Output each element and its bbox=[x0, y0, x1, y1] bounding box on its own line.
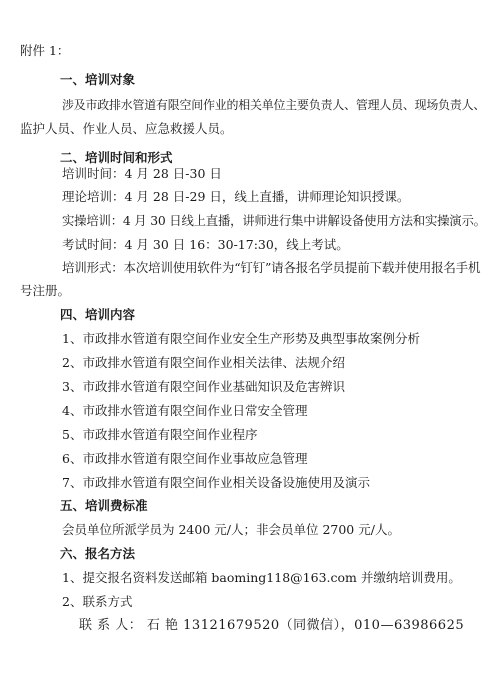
content-item-4: 4、市政排水管道有限空间作业日常安全管理 bbox=[62, 403, 308, 418]
training-time: 培训时间：4 月 28 日-30 日 bbox=[62, 166, 222, 181]
content-item-3: 3、市政排水管道有限空间作业基础知识及危害辨识 bbox=[62, 379, 345, 394]
attachment-label: 附件 1： bbox=[20, 43, 70, 58]
section-content-title: 四、培训内容 bbox=[60, 307, 136, 322]
practical-training: 实操培训：4 月 30 日线上直播，讲师进行集中讲解设备使用方法和实操演示。 bbox=[62, 214, 486, 228]
content-item-1: 1、市政排水管道有限空间作业安全生产形势及典型事故案例分析 bbox=[62, 331, 420, 346]
content-item-6: 6、市政排水管道有限空间作业事故应急管理 bbox=[62, 451, 308, 466]
fee-standard: 会员单位所派学员为 2400 元/人；非会员单位 2700 元/人。 bbox=[62, 522, 400, 537]
training-form-line-2: 号注册。 bbox=[20, 283, 71, 298]
content-item-2: 2、市政排水管道有限空间作业相关法律、法规介绍 bbox=[62, 355, 345, 370]
section-training-targets-body-line-2: 监护人员、作业人员、应急救援人员。 bbox=[20, 121, 233, 136]
section-fee-title: 五、培训费标准 bbox=[60, 498, 148, 513]
registration-step-1: 1、提交报名资料发送邮箱 baoming118@163.com 并缴纳培训费用。 bbox=[62, 570, 461, 585]
section-training-targets-title: 一、培训对象 bbox=[60, 72, 136, 87]
section-training-targets-body-line-1: 涉及市政排水管道有限空间作业的相关单位主要负责人、管理人员、现场负责人、 bbox=[62, 98, 486, 112]
contact-info: 联 系 人： 石 艳 13121679520（同微信），010—63986625 bbox=[79, 618, 465, 633]
section-time-form-title: 二、培训时间和形式 bbox=[60, 150, 173, 165]
training-form-line-1: 培训形式：本次培训使用软件为“钉钉”请各报名学员提前下载并使用报名手机 bbox=[62, 260, 481, 275]
exam-time: 考试时间：4 月 30 日 16：30-17:30，线上考试。 bbox=[62, 237, 349, 252]
section-registration-title: 六、报名方法 bbox=[60, 546, 136, 561]
content-item-7: 7、市政排水管道有限空间作业相关设备设施使用及演示 bbox=[62, 475, 370, 490]
registration-step-2: 2、联系方式 bbox=[62, 594, 133, 609]
theory-training: 理论培训：4 月 28 日-29 日，线上直播，讲师理论知识授课。 bbox=[62, 189, 410, 204]
content-item-5: 5、市政排水管道有限空间作业程序 bbox=[62, 427, 258, 442]
